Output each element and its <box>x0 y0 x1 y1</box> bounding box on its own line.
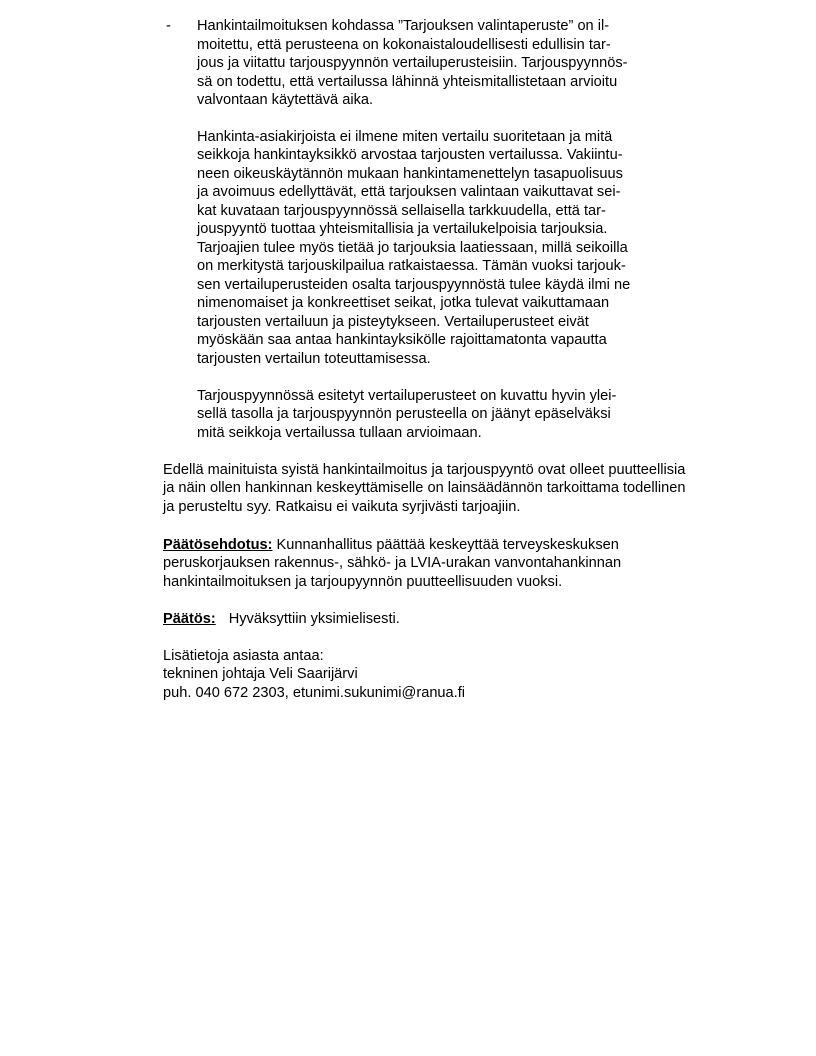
para2-line: sen vertailuperusteiden osalta tarjouspyynnöstä tulee käydä ilmi ne <box>197 277 631 293</box>
proposal-text: Kunnanhallitus päättää keskeyttää terveyskeskuksen <box>272 537 619 553</box>
contact-phone-email: puh. 040 672 2303, etunimi.sukunimi@ranua.fi <box>163 685 466 701</box>
decision-label: Päätös: <box>163 611 216 627</box>
proposal-line: peruskorjauksen rakennus-, sähkö- ja LVIA-urakan vanvontahankinnan <box>163 555 622 571</box>
bullet-line: moitettu, että perusteena on kokonaistaloudellisesti edullisin tar- <box>197 37 611 53</box>
bullet-line: jous ja viitattu tarjouspyynnön vertailuperusteisiin. Tarjouspyynnös- <box>197 55 628 71</box>
proposal-first-line <box>163 536 619 554</box>
para2-line: seikkoja hankintayksikkö arvostaa tarjousten vertailussa. Vakiintu- <box>197 147 623 163</box>
conclusion-line: ja näin ollen hankinnan keskeyttämiselle on lainsäädännön tarkoittama todellinen <box>163 480 686 496</box>
para2-line: Tarjoajien tulee myös tietää jo tarjouksia laatiessaan, millä seikoilla <box>197 240 628 256</box>
contact-heading: Lisätietoja asiasta antaa: <box>163 648 324 664</box>
proposal-line: hankintailmoituksen ja tarjoupyynnön puutteellisuuden vuoksi. <box>163 574 563 590</box>
contact-person: tekninen johtaja Veli Saarijärvi <box>163 666 358 682</box>
decision-line <box>163 610 400 628</box>
para2-line: tarjousten vertailuun ja pisteytykseen. Vertailuperusteet eivät <box>197 314 589 330</box>
para2-line: nimenomaiset ja konkreettiset seikat, jotka tulevat vaikuttamaan <box>197 295 610 311</box>
conclusion-line: Edellä mainituista syistä hankintailmoitus ja tarjouspyyntö ovat olleet puutteellisia <box>163 462 686 478</box>
para2-line: kat kuvataan tarjouspyynnössä sellaisella tarkkuudella, että tar- <box>197 203 606 219</box>
bullet-marker: - <box>166 18 171 34</box>
para2-line: neen oikeuskäytännön mukaan hankintamenettelyn tasapuolisuus <box>197 166 623 182</box>
bullet-line: valvontaan käytettävä aika. <box>197 92 374 108</box>
para2-line: myöskään saa antaa hankintayksikölle rajoittamatonta vapautta <box>197 332 607 348</box>
bullet-line: Hankintailmoituksen kohdassa ”Tarjouksen valintaperuste” on il- <box>197 18 610 34</box>
para3-line: Tarjouspyynnössä esitetyt vertailuperusteet on kuvattu hyvin ylei- <box>197 388 617 404</box>
para3-line: sellä tasolla ja tarjouspyynnön perusteella on jäänyt epäselväksi <box>197 406 611 422</box>
conclusion-line: ja perusteltu syy. Ratkaisu ei vaikuta syrjivästi tarjoajiin. <box>163 499 521 515</box>
decision-text: Hyväksyttiin yksimielisesti. <box>228 611 400 627</box>
para2-line: on merkitystä tarjouskilpailua ratkaistaessa. Tämän vuoksi tarjouk- <box>197 258 626 274</box>
para3-line: mitä seikkoja vertailussa tullaan arvioimaan. <box>197 425 482 441</box>
para2-line: tarjousten vertailun toteuttamisessa. <box>197 351 431 367</box>
proposal-label: Päätösehdotus: <box>163 537 273 553</box>
para2-line: ja avoimuus edellyttävät, että tarjouksen valintaan vaikuttavat sei- <box>197 184 621 200</box>
para2-line: Hankinta-asiakirjoista ei ilmene miten vertailu suoritetaan ja mitä <box>197 129 613 145</box>
bullet-line: sä on todettu, että vertailussa lähinnä yhteismitallistetaan arvioitu <box>197 74 618 90</box>
para2-line: jouspyyntö tuottaa yhteismitallisia ja vertailukelpoisia tarjouksia. <box>197 221 608 237</box>
